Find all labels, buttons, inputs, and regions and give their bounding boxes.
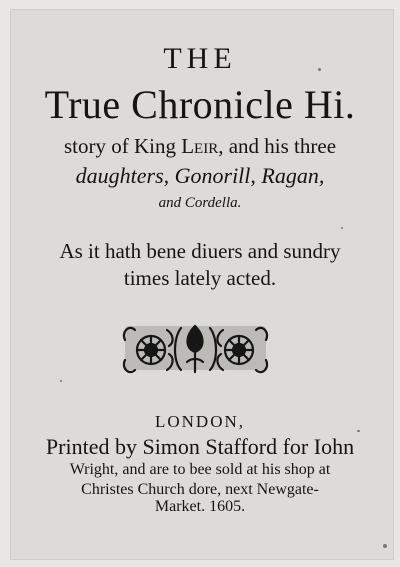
imprint-location: Christes Church dore, next Newgate- (81, 481, 319, 498)
subtitle-line-1-pre: story of King (63, 134, 182, 158)
floral-ornament-icon (121, 318, 270, 378)
performance-line-2: times lately acted. (123, 266, 277, 290)
paper-speck (357, 430, 360, 432)
paper-speck (318, 68, 321, 71)
imprint-date: Market. 1605. (154, 498, 246, 515)
paper-speck (60, 380, 62, 382)
imprint-seller: Wright, and are to bee sold at his shop at (69, 461, 331, 478)
subtitle-line-1 (0, 136, 400, 157)
imprint-city: LONDON, (154, 412, 246, 431)
paper-speck (383, 544, 387, 548)
subtitle-king-name: Leir (181, 134, 219, 158)
paper-speck (341, 227, 343, 229)
subtitle-cordella: and Cordella. (158, 195, 242, 211)
title-the: THE (163, 42, 237, 75)
title-main: True Chronicle Hi. (44, 82, 356, 127)
subtitle-daughters: daughters, Gonorill, Ragan, (75, 163, 325, 188)
imprint-printer: Printed by Simon Stafford for Iohn (45, 434, 355, 459)
subtitle-line-1-post: , and his three (218, 134, 337, 158)
performance-line-1: As it hath bene diuers and sundry (59, 239, 341, 263)
